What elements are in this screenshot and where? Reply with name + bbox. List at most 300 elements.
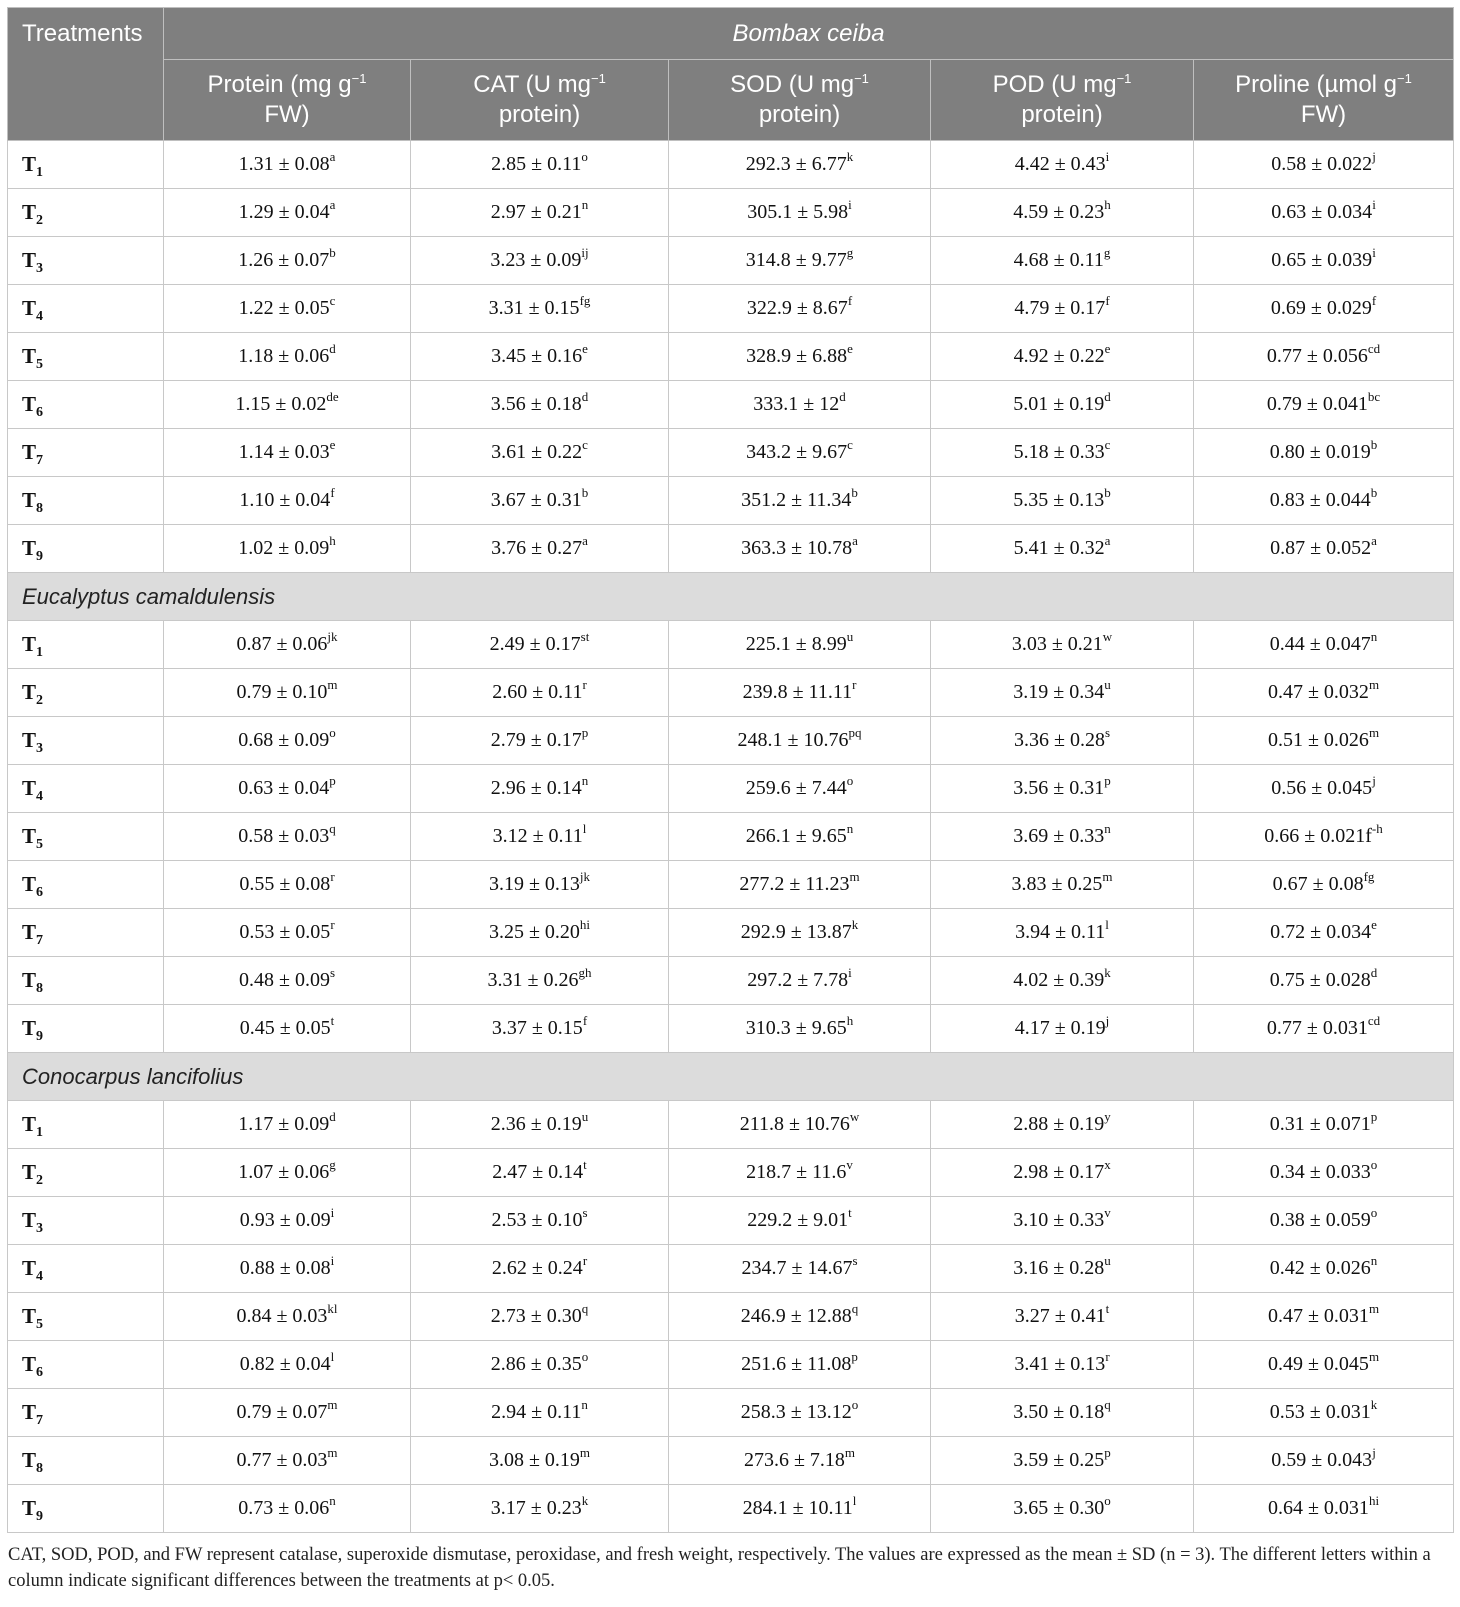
value-cell	[931, 1101, 1194, 1149]
mean-sd-value: 0.87 ± 0.06	[236, 633, 328, 655]
value-cell	[164, 813, 411, 861]
treatment-cell	[8, 1197, 164, 1245]
significance-letter: d	[1104, 389, 1111, 404]
value-cell	[1194, 381, 1454, 429]
treatment-letter: T	[22, 536, 37, 560]
mean-sd-value: 5.18 ± 0.33	[1013, 441, 1105, 463]
treatment-number: 1	[36, 165, 44, 181]
significance-letter: v	[1104, 1205, 1111, 1220]
significance-letter: n	[581, 773, 589, 788]
mean-sd-value: 0.79 ± 0.041	[1266, 393, 1368, 415]
significance-letter: h	[329, 533, 336, 548]
value-cell	[411, 237, 669, 285]
table-row	[8, 1293, 1454, 1341]
mean-sd-value: 218.7 ± 11.6	[746, 1161, 847, 1183]
treatment-cell	[8, 1293, 164, 1341]
value-cell	[931, 1197, 1194, 1245]
value-cell	[164, 237, 411, 285]
mean-sd-value: 1.22 ± 0.05	[238, 297, 330, 319]
mean-sd-value: 4.92 ± 0.22	[1013, 345, 1105, 367]
treatment-number: 3	[36, 741, 44, 757]
value-cell	[931, 429, 1194, 477]
mean-sd-value: 333.1 ± 12	[753, 393, 840, 415]
significance-letter: n	[1104, 821, 1111, 836]
significance-letter: p	[1370, 1109, 1378, 1124]
significance-letter: l	[852, 1493, 857, 1508]
mean-sd-value: 297.2 ± 7.78	[747, 969, 849, 991]
mean-sd-value: 1.17 ± 0.09	[238, 1113, 330, 1135]
mean-sd-value: 322.9 ± 8.67	[746, 297, 848, 319]
mean-sd-value: 0.53 ± 0.05	[239, 921, 331, 943]
mean-sd-value: 4.17 ± 0.19	[1014, 1017, 1106, 1039]
value-cell	[1194, 1101, 1454, 1149]
value-cell	[164, 1101, 411, 1149]
value-cell	[931, 1485, 1194, 1533]
significance-letter: fg	[1363, 869, 1375, 884]
significance-letter: i	[330, 1253, 335, 1268]
table-body	[8, 141, 1454, 1533]
value-cell	[1194, 765, 1454, 813]
treatment-number: 6	[36, 885, 44, 901]
treatment-cell	[8, 621, 164, 669]
value-cell	[164, 477, 411, 525]
value-cell	[411, 909, 669, 957]
significance-letter: c	[847, 437, 853, 452]
significance-letter: u	[846, 629, 854, 644]
value-cell	[1194, 717, 1454, 765]
mean-sd-value: 0.31 ± 0.071	[1269, 1113, 1371, 1135]
significance-letter: f	[330, 485, 335, 500]
value-cell	[669, 429, 931, 477]
treatment-cell	[8, 1101, 164, 1149]
significance-letter: hi	[1368, 1493, 1380, 1508]
value-cell	[1194, 1293, 1454, 1341]
mean-sd-value: 259.6 ± 7.44	[745, 777, 847, 799]
value-cell	[669, 1197, 931, 1245]
mean-sd-value: 3.56 ± 0.18	[490, 393, 582, 415]
mean-sd-value: 3.61 ± 0.22	[491, 441, 583, 463]
value-cell	[1194, 1437, 1454, 1485]
significance-letter: g	[846, 245, 854, 260]
significance-letter: k	[1370, 1397, 1378, 1412]
mean-sd-value: 3.67 ± 0.31	[490, 489, 582, 511]
value-cell	[1194, 1005, 1454, 1053]
significance-letter: f	[1371, 293, 1377, 308]
significance-letter: e	[847, 341, 853, 356]
significance-letter: m	[1102, 869, 1113, 884]
treatment-cell	[8, 717, 164, 765]
mean-sd-value: 314.8 ± 9.77	[745, 249, 847, 271]
value-cell	[931, 285, 1194, 333]
value-cell	[669, 909, 931, 957]
mean-sd-value: 2.36 ± 0.19	[490, 1113, 582, 1135]
mean-sd-value: 0.48 ± 0.09	[238, 969, 330, 991]
value-cell	[164, 621, 411, 669]
mean-sd-value: 1.14 ± 0.03	[238, 441, 330, 463]
table-row	[8, 813, 1454, 861]
significance-letter: j	[1105, 1013, 1110, 1028]
treatment-cell	[8, 1245, 164, 1293]
significance-letter: w	[849, 1109, 860, 1124]
treatment-cell	[8, 141, 164, 189]
significance-letter: q	[329, 821, 336, 836]
mean-sd-value: 0.34 ± 0.033	[1269, 1161, 1371, 1183]
column-header-exponent: −1	[1397, 71, 1412, 86]
table-row	[8, 429, 1454, 477]
significance-letter: r	[582, 677, 587, 692]
value-cell	[931, 237, 1194, 285]
treatment-number: 4	[36, 789, 44, 805]
significance-letter: d	[581, 389, 589, 404]
significance-letter: p	[851, 1349, 858, 1364]
value-cell	[931, 861, 1194, 909]
value-cell	[931, 141, 1194, 189]
significance-letter: b	[329, 245, 336, 260]
value-cell	[164, 669, 411, 717]
value-cell	[1194, 477, 1454, 525]
mean-sd-value: 4.59 ± 0.23	[1013, 201, 1105, 223]
significance-letter: a	[582, 533, 588, 548]
column-header-label: Protein (mg g	[207, 71, 352, 98]
column-header-exponent: −1	[854, 71, 869, 86]
value-cell	[164, 1341, 411, 1389]
mean-sd-value: 3.59 ± 0.25	[1013, 1449, 1105, 1471]
significance-letter: r	[330, 869, 335, 884]
value-cell	[411, 1437, 669, 1485]
column-header-1	[164, 60, 411, 141]
table-footnote: CAT, SOD, POD, and FW represent catalase, superoxide dismutase, peroxidase, and fresh weight, respectively. The values are expressed as the mean ± SD (n = 3). The different letters within a column indicate significant differences between the treatments at p< 0.05.	[8, 1545, 1431, 1591]
species-name: Conocarpus lancifolius	[8, 1053, 1454, 1101]
value-cell	[931, 1341, 1194, 1389]
mean-sd-value: 0.82 ± 0.04	[239, 1353, 331, 1375]
column-header-unit: protein)	[498, 101, 581, 128]
value-cell	[1194, 429, 1454, 477]
treatment-cell	[8, 957, 164, 1005]
column-header-label: POD (U mg	[992, 71, 1117, 98]
mean-sd-value: 0.63 ± 0.034	[1271, 201, 1373, 223]
treatment-letter: T	[22, 1256, 37, 1280]
significance-letter: m	[1368, 677, 1380, 692]
mean-sd-value: 3.03 ± 0.21	[1011, 633, 1103, 655]
mean-sd-value: 1.29 ± 0.04	[238, 201, 330, 223]
column-header-5	[1194, 60, 1454, 141]
treatment-cell	[8, 237, 164, 285]
significance-letter: ij	[581, 245, 589, 260]
treatment-number: 4	[36, 1269, 44, 1285]
mean-sd-value: 248.1 ± 10.76	[737, 729, 849, 751]
mean-sd-value: 5.35 ± 0.13	[1013, 489, 1105, 511]
mean-sd-value: 0.63 ± 0.04	[238, 777, 330, 799]
value-cell	[669, 477, 931, 525]
significance-letter: q	[1104, 1397, 1111, 1412]
value-cell	[164, 141, 411, 189]
mean-sd-value: 3.27 ± 0.41	[1014, 1305, 1106, 1327]
treatment-number: 5	[36, 1317, 44, 1333]
mean-sd-value: 305.1 ± 5.98	[747, 201, 849, 223]
table-row	[8, 1389, 1454, 1437]
mean-sd-value: 3.50 ± 0.18	[1013, 1401, 1105, 1423]
significance-letter: r	[330, 917, 335, 932]
value-cell	[411, 1149, 669, 1197]
species-section-row	[8, 1053, 1454, 1101]
significance-letter: b	[581, 485, 589, 500]
treatment-letter: T	[22, 632, 37, 656]
treatment-letter: T	[22, 296, 37, 320]
value-cell	[164, 717, 411, 765]
significance-letter: k	[581, 1493, 589, 1508]
significance-letter: a	[1104, 533, 1111, 548]
table-row	[8, 861, 1454, 909]
significance-letter: r	[582, 1253, 588, 1268]
value-cell	[411, 1101, 669, 1149]
treatment-letter: T	[22, 776, 37, 800]
value-cell	[1194, 1245, 1454, 1293]
value-cell	[411, 1341, 669, 1389]
table-header	[8, 8, 1454, 141]
significance-letter: n	[1370, 629, 1378, 644]
mean-sd-value: 0.47 ± 0.032	[1267, 681, 1369, 703]
treatment-number: 4	[36, 309, 44, 325]
value-cell	[411, 285, 669, 333]
value-cell	[669, 189, 931, 237]
column-header-unit: protein)	[1021, 101, 1103, 128]
value-cell	[931, 957, 1194, 1005]
value-cell	[411, 429, 669, 477]
mean-sd-value: 5.01 ± 0.19	[1013, 393, 1105, 415]
table-row	[8, 621, 1454, 669]
mean-sd-value: 3.41 ± 0.13	[1014, 1353, 1106, 1375]
treatment-number: 7	[36, 1413, 44, 1429]
mean-sd-value: 246.9 ± 12.88	[740, 1305, 852, 1327]
mean-sd-value: 0.87 ± 0.052	[1270, 537, 1372, 559]
significance-letter: s	[852, 1253, 858, 1268]
mean-sd-value: 284.1 ± 10.11	[742, 1497, 853, 1519]
mean-sd-value: 251.6 ± 11.08	[741, 1353, 852, 1375]
mean-sd-value: 3.31 ± 0.26	[487, 969, 579, 991]
mean-sd-value: 0.77 ± 0.031	[1266, 1017, 1368, 1039]
mean-sd-value: 0.67 ± 0.08	[1272, 873, 1364, 895]
significance-letter: b	[851, 485, 858, 500]
treatment-number: 9	[36, 1509, 44, 1525]
significance-letter: o	[1104, 1493, 1111, 1508]
value-cell	[164, 957, 411, 1005]
mean-sd-value: 2.47 ± 0.14	[492, 1161, 584, 1183]
value-cell	[669, 669, 931, 717]
mean-sd-value: 0.75 ± 0.028	[1269, 969, 1371, 991]
mean-sd-value: 0.72 ± 0.034	[1270, 921, 1372, 943]
significance-letter: p	[1104, 773, 1111, 788]
column-header-label: SOD (U mg	[730, 71, 855, 98]
treatment-letter: T	[22, 1448, 37, 1472]
treatment-number: 6	[36, 1365, 44, 1381]
value-cell	[1194, 909, 1454, 957]
value-cell	[669, 1389, 931, 1437]
mean-sd-value: 3.08 ± 0.19	[488, 1449, 580, 1471]
value-cell	[164, 189, 411, 237]
value-cell	[669, 1101, 931, 1149]
significance-letter: o	[1370, 1205, 1378, 1220]
value-cell	[411, 861, 669, 909]
significance-letter: m	[327, 1397, 338, 1412]
column-header-exponent: −1	[1116, 71, 1132, 86]
mean-sd-value: 258.3 ± 13.12	[740, 1401, 852, 1423]
significance-letter: de	[326, 389, 339, 404]
mean-sd-value: 3.45 ± 0.16	[491, 345, 583, 367]
treatment-number: 1	[36, 1125, 44, 1141]
value-cell	[931, 717, 1194, 765]
mean-sd-value: 0.58 ± 0.03	[238, 825, 330, 847]
treatment-number: 8	[36, 981, 44, 997]
table-row	[8, 717, 1454, 765]
treatments-header: Treatments	[8, 8, 164, 141]
mean-sd-value: 2.94 ± 0.11	[491, 1401, 582, 1423]
value-cell	[164, 765, 411, 813]
value-cell	[411, 621, 669, 669]
value-cell	[931, 333, 1194, 381]
significance-letter: g	[1103, 245, 1111, 260]
significance-letter: fg	[579, 293, 591, 308]
value-cell	[669, 381, 931, 429]
value-cell	[669, 861, 931, 909]
treatment-letter: T	[22, 440, 37, 464]
treatment-cell	[8, 429, 164, 477]
significance-letter: p	[329, 773, 336, 788]
treatment-letter: T	[22, 152, 37, 176]
mean-sd-value: 0.68 ± 0.09	[238, 729, 330, 751]
treatment-number: 2	[36, 693, 44, 709]
treatment-number: 7	[36, 933, 44, 949]
value-cell	[1194, 669, 1454, 717]
value-cell	[931, 477, 1194, 525]
value-cell	[164, 1437, 411, 1485]
value-cell	[931, 669, 1194, 717]
value-cell	[164, 1245, 411, 1293]
value-cell	[164, 861, 411, 909]
mean-sd-value: 0.83 ± 0.044	[1269, 489, 1371, 511]
mean-sd-value: 0.66 ± 0.021f	[1264, 825, 1372, 847]
table-row	[8, 957, 1454, 1005]
treatment-letter: T	[22, 1496, 37, 1520]
mean-sd-value: 0.79 ± 0.07	[236, 1401, 328, 1423]
value-cell	[931, 1149, 1194, 1197]
significance-letter: jk	[579, 869, 591, 884]
mean-sd-value: 3.19 ± 0.34	[1013, 681, 1105, 703]
mean-sd-value: 2.60 ± 0.11	[492, 681, 583, 703]
value-cell	[1194, 813, 1454, 861]
value-cell	[164, 429, 411, 477]
mean-sd-value: 2.62 ± 0.24	[491, 1257, 583, 1279]
significance-letter: -h	[1371, 821, 1383, 836]
species-section-row	[8, 573, 1454, 621]
value-cell	[411, 717, 669, 765]
value-cell	[931, 621, 1194, 669]
value-cell	[931, 381, 1194, 429]
significance-letter: pq	[848, 725, 862, 740]
significance-letter: q	[851, 1301, 859, 1316]
value-cell	[931, 1437, 1194, 1485]
significance-letter: st	[580, 629, 590, 644]
column-header-4	[931, 60, 1194, 141]
mean-sd-value: 4.68 ± 0.11	[1013, 249, 1104, 271]
mean-sd-value: 0.56 ± 0.045	[1271, 777, 1373, 799]
significance-letter: f	[847, 293, 853, 308]
significance-letter: a	[329, 149, 336, 164]
treatment-number: 5	[36, 837, 44, 853]
significance-letter: j	[1372, 773, 1376, 788]
value-cell	[164, 909, 411, 957]
significance-letter: m	[844, 1445, 856, 1460]
value-cell	[1194, 525, 1454, 573]
mean-sd-value: 0.45 ± 0.05	[239, 1017, 331, 1039]
significance-letter: jk	[327, 629, 338, 644]
significance-letter: f	[1105, 293, 1110, 308]
mean-sd-value: 2.98 ± 0.17	[1013, 1161, 1105, 1183]
table-row	[8, 237, 1454, 285]
value-cell	[164, 1149, 411, 1197]
column-header-unit: FW)	[264, 101, 310, 128]
mean-sd-value: 363.3 ± 10.78	[741, 537, 853, 559]
value-cell	[411, 813, 669, 861]
significance-letter: f	[582, 1013, 588, 1028]
significance-letter: m	[579, 1445, 591, 1460]
table-row	[8, 909, 1454, 957]
mean-sd-value: 0.77 ± 0.03	[236, 1449, 328, 1471]
significance-letter: s	[582, 1205, 588, 1220]
mean-sd-value: 1.26 ± 0.07	[238, 249, 330, 271]
mean-sd-value: 3.17 ± 0.23	[490, 1497, 582, 1519]
significance-letter: e	[1371, 917, 1377, 932]
value-cell	[164, 333, 411, 381]
significance-letter: o	[581, 149, 588, 164]
significance-letter: x	[1104, 1157, 1111, 1172]
significance-letter: m	[849, 869, 860, 884]
treatment-number: 5	[36, 357, 44, 373]
treatment-number: 1	[36, 645, 44, 661]
treatment-letter: T	[22, 1400, 37, 1424]
value-cell	[669, 525, 931, 573]
value-cell	[669, 1245, 931, 1293]
value-cell	[411, 1389, 669, 1437]
treatment-letter: T	[22, 920, 37, 944]
value-cell	[164, 1389, 411, 1437]
treatment-number: 9	[36, 549, 44, 565]
value-cell	[411, 189, 669, 237]
mean-sd-value: 1.02 ± 0.09	[238, 537, 330, 559]
significance-letter: k	[1104, 965, 1111, 980]
value-cell	[164, 1485, 411, 1533]
mean-sd-value: 3.94 ± 0.11	[1015, 921, 1106, 943]
significance-letter: d	[329, 1109, 336, 1124]
column-header-unit: FW)	[1300, 101, 1347, 128]
treatment-letter: T	[22, 1208, 37, 1232]
value-cell	[164, 1005, 411, 1053]
treatment-cell	[8, 1149, 164, 1197]
significance-letter: u	[1104, 1253, 1111, 1268]
significance-letter: p	[1104, 1445, 1111, 1460]
treatment-number: 2	[36, 213, 44, 229]
value-cell	[1194, 1389, 1454, 1437]
value-cell	[669, 1485, 931, 1533]
mean-sd-value: 0.88 ± 0.08	[239, 1257, 331, 1279]
treatment-letter: T	[22, 1016, 37, 1040]
mean-sd-value: 3.12 ± 0.11	[492, 825, 583, 847]
mean-sd-value: 2.88 ± 0.19	[1013, 1113, 1105, 1135]
mean-sd-value: 3.76 ± 0.27	[491, 537, 583, 559]
mean-sd-value: 0.38 ± 0.059	[1269, 1209, 1371, 1231]
treatment-letter: T	[22, 728, 37, 752]
value-cell	[669, 285, 931, 333]
value-cell	[411, 1245, 669, 1293]
